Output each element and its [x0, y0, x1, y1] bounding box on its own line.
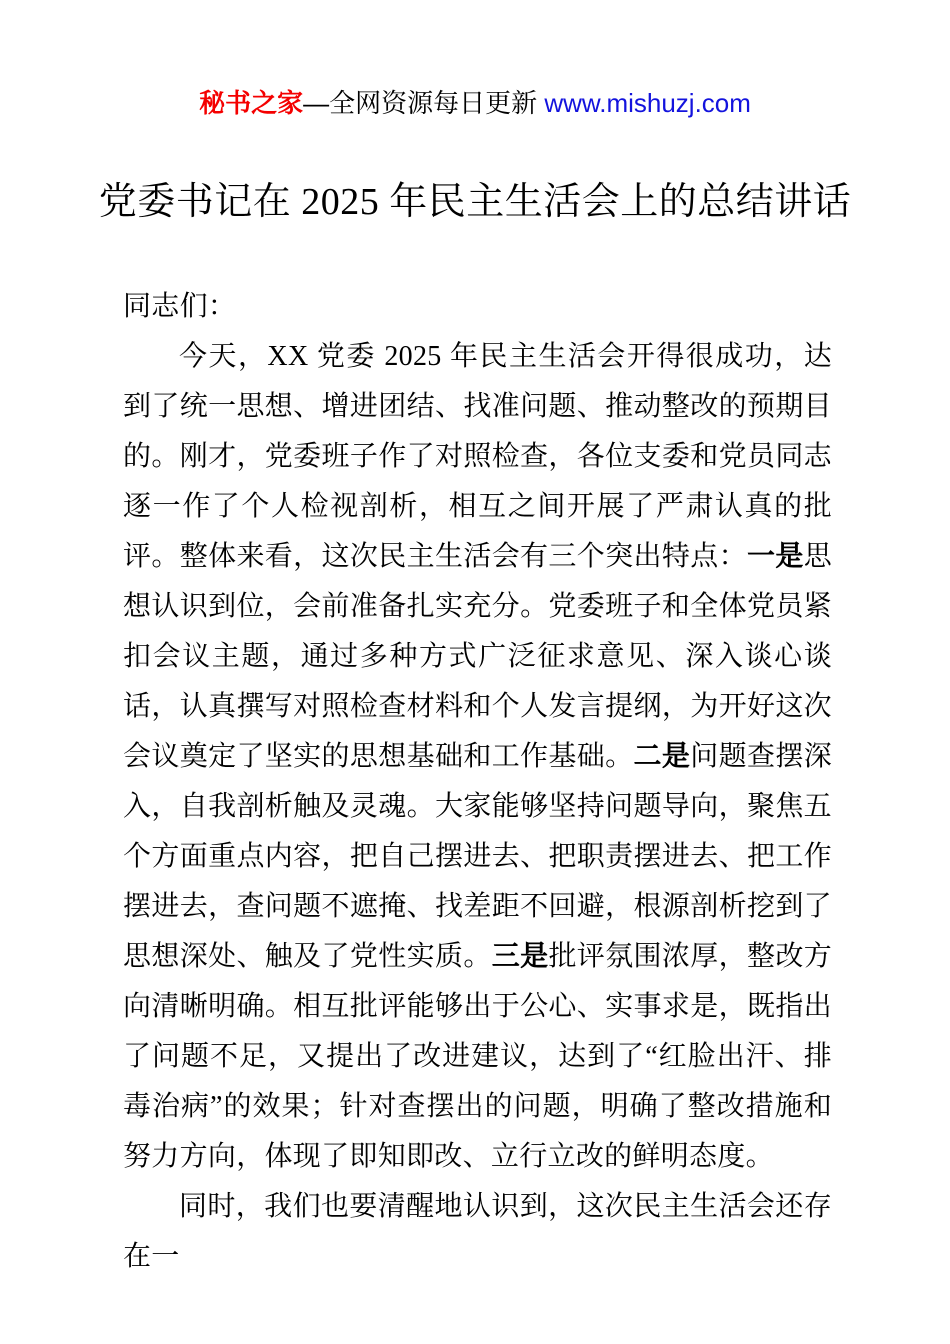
site-name: 秘书之家 — [199, 88, 304, 118]
paragraph-1-segment-2: 思想认识到位，会前准备扎实充分。党委班子和全体党员紧扣会议主题，通过多种方式广泛征求意见、深入谈心谈话，认真撰写对照检查材料和个人发言提纲，为开好这次会议奠定了坚实的思想基础和工作基础。 — [123, 541, 832, 772]
document-body — [123, 282, 832, 1282]
paragraph-1-bold-marker-1: 一是 — [746, 541, 804, 572]
site-url-link[interactable]: www.mishuzj.com — [544, 88, 751, 118]
paragraph-1-bold-marker-2: 二是 — [633, 741, 691, 772]
document-title: 党委书记在 2025 年民主生活会上的总结讲话 — [98, 181, 852, 223]
paragraph-1-segment-1: 今天，XX 党委 2025 年民主生活会开得很成功，达到了统一思想、增进团结、找准问题、推动整改的预期目的。刚才，党委班子作了对照检查，各位支委和党员同志逐一作了个人检视剖析，相互之间开展了严肃认真的批评。整体来看，这次民主生活会有三个突出特点： — [123, 341, 832, 572]
paragraph-1-bold-marker-3: 三是 — [491, 941, 549, 972]
site-header — [0, 86, 950, 121]
paragraph-1-segment-4: 批评氛围浓厚，整改方向清晰明确。相互批评能够出于公心、实事求是，既指出了问题不足，又提出了改进建议，达到了“红脸出汗、排毒治病”的效果；针对查摆出的问题，明确了整改措施和努力方向，体现了即知即改、立行立改的鲜明态度。 — [123, 941, 832, 1172]
paragraph-2: 同时，我们也要清醒地认识到，这次民主生活会还存在一 — [123, 1191, 832, 1272]
site-tagline: —全网资源每日更新 — [303, 88, 545, 118]
salutation: 同志们： — [123, 291, 237, 322]
paragraph-1-segment-3: 问题查摆深入，自我剖析触及灵魂。大家能够坚持问题导向，聚焦五个方面重点内容，把自己摆进去、把职责摆进去、把工作摆进去，查问题不遮掩、找差距不回避，根源剖析挖到了思想深处、触及了党性实质。 — [123, 741, 832, 972]
paragraph-1 — [123, 332, 832, 1182]
